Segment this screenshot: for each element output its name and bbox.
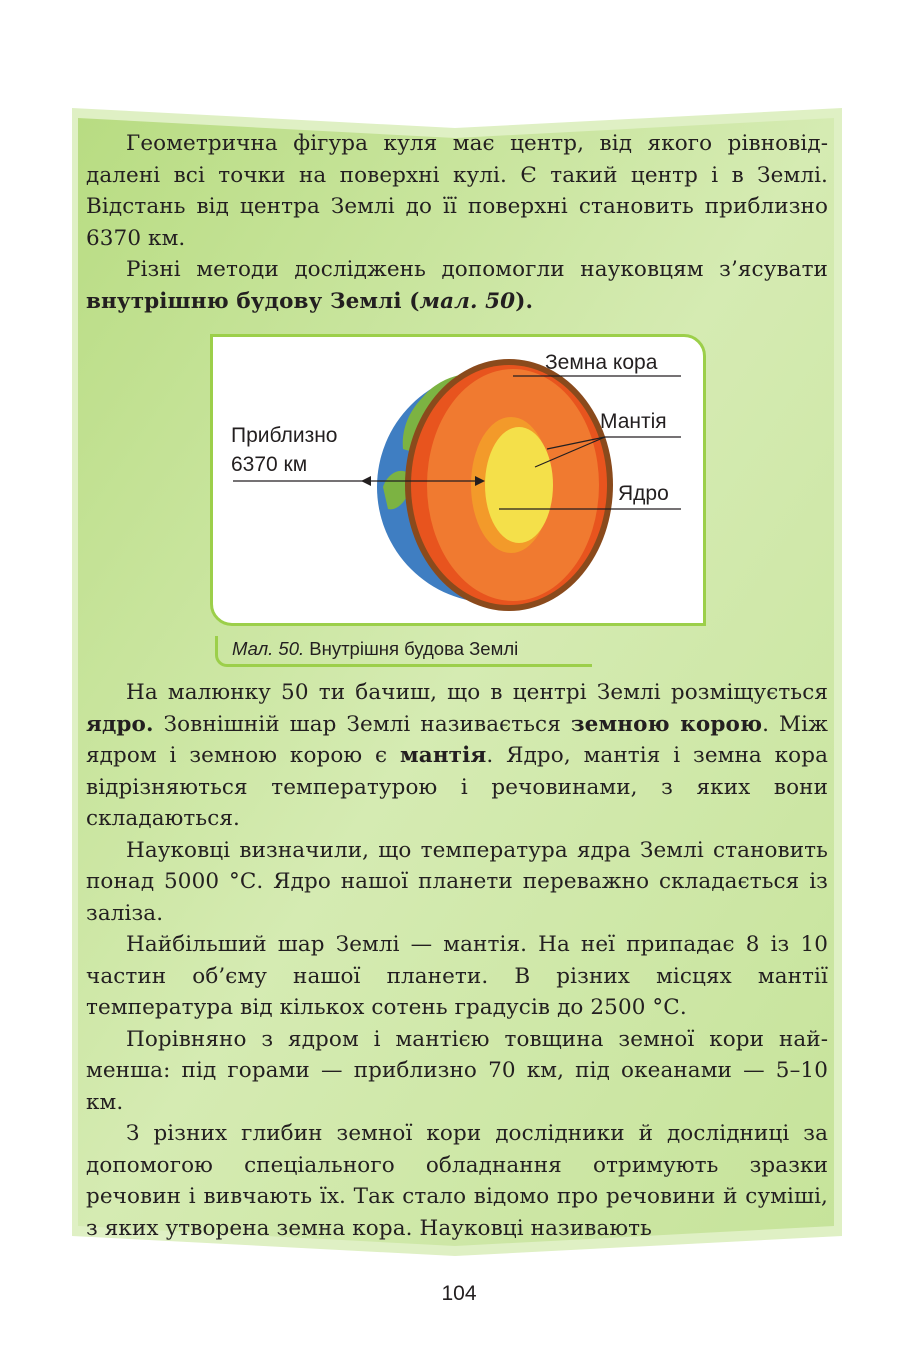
paragraph-7: З різних глибин земної кори дослідники й дослідниці за допомогою спеціального обладнання отримують зразки речовин і вивчають їх. Так стало відомо про речовини й суміші, з яких утворена земна кора. Науковці називають — [86, 1121, 828, 1241]
paragraph-4: Науковці визначили, що температура ядра Землі становить понад 5000 °С. Ядро нашої планети переважно складається із заліза. — [86, 837, 828, 926]
earth-structure-figure — [210, 334, 706, 626]
term-mantle: мантія — [400, 743, 487, 768]
paragraph-1: Геометрична фігура куля має центр, від якого рівновіддалені всі точки на поверхні кулі. Є такий центр і в Землі. Відстань від центра Землі до її поверхні становить приблизно 6370 км. — [86, 131, 828, 251]
paragraph-3-text-g: . Ядро, мантія і земна кора відрізняються температурою і речовинами, з яких вони складаються. — [86, 743, 829, 831]
caption-text: Внутрішня будова Землі — [304, 638, 519, 659]
label-core: Ядро — [618, 482, 669, 505]
paragraph-2 — [86, 254, 828, 317]
term-core: ядро. — [86, 711, 154, 737]
label-crust: Земна кора — [545, 351, 658, 374]
paragraph-6: Порівняно з ядром і мантією товщина земної кори найменша: під горами — приблизно 70 км, під океанами — 5–10 км. — [86, 1026, 828, 1115]
figure-reference: мал. 50 — [419, 288, 516, 314]
caption-number: Мал. 50. — [232, 638, 305, 659]
inner-core — [485, 427, 553, 543]
paragraph-2-text: Різні методи досліджень допомогли науковцям з’ясувати — [126, 257, 828, 282]
paragraph-3-text-e: . Між ядром і земною корою є — [86, 711, 828, 768]
label-radius-line1: Приблизно — [231, 424, 338, 447]
paragraph-3-text-c: Зовнішній шар Землі називається — [153, 711, 571, 737]
label-mantle: Мантія — [600, 410, 667, 433]
page-number: 104 — [441, 1282, 477, 1305]
paragraph-2-end: ). — [515, 288, 534, 314]
paragraph-3 — [86, 677, 828, 835]
paragraph-2-bold: внутрішню будову Землі ( — [86, 288, 420, 314]
page-content — [86, 128, 828, 1244]
term-crust: земною корою — [570, 711, 763, 737]
figure-caption — [215, 636, 592, 667]
earth-cutaway-illustration — [213, 337, 703, 623]
paragraph-3-text-a: На малюнку 50 ти бачиш, що в центрі Землі розміщується — [126, 680, 828, 705]
label-radius-line2: 6370 км — [231, 453, 308, 476]
paragraph-5: Найбільший шар Землі — мантія. На неї припадає 8 із 10 частин об’єму нашої планети. В різних місцях мантії температура від кількох сотень градусів до 2500 °С. — [86, 932, 828, 1020]
